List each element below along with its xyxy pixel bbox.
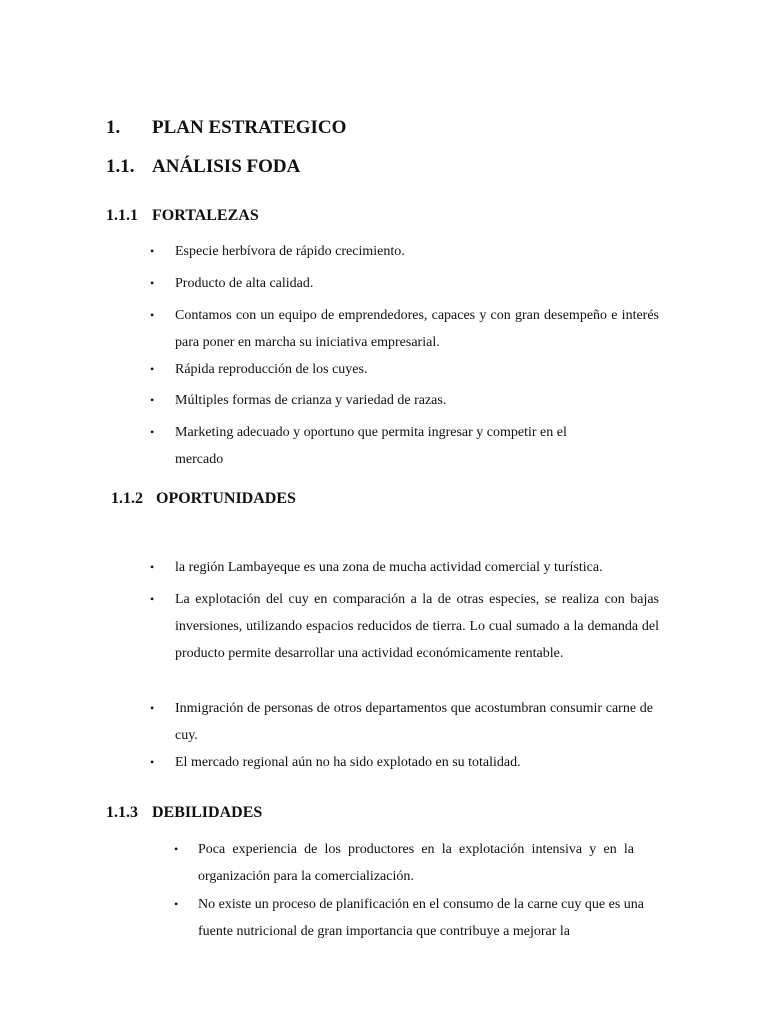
list-item: Marketing adecuado y oportuno que permita ingresar y competir en el mercado — [175, 425, 567, 467]
heading-debilidades — [106, 804, 262, 822]
heading-title: OPORTUNIDADES — [156, 490, 296, 507]
list-item: Rápida reproducción de los cuyes. — [175, 362, 368, 377]
bullet-icon: • — [150, 276, 155, 290]
list-item: Especie herbívora de rápido crecimiento. — [175, 244, 405, 259]
heading-title: PLAN ESTRATEGICO — [152, 117, 347, 138]
bullet-icon: • — [150, 244, 155, 258]
list-item: Contamos con un equipo de emprendedores, capaces y con gran desempeño e interés para poner en marcha su iniciativa empresarial. — [175, 308, 659, 350]
list-item: Producto de alta calidad. — [175, 276, 314, 291]
heading-plan-estrategico — [106, 117, 346, 139]
bullet-icon: • — [150, 592, 155, 606]
heading-number: 1.1.1 — [106, 207, 138, 224]
bullet-icon: • — [150, 362, 155, 376]
heading-number: 1.1.3 — [106, 804, 138, 821]
list-item: La explotación del cuy en comparación a la de otras especies, se realiza con bajas inversiones, utilizando espacios reducidos de tierra. Lo cual sumado a la demanda del producto permite desarrollar una actividad económicamente rentable. — [175, 592, 659, 661]
heading-title: FORTALEZAS — [152, 207, 259, 224]
heading-number: 1.1.2 — [111, 490, 143, 507]
list-item: la región Lambayeque es una zona de mucha actividad comercial y turística. — [175, 560, 603, 575]
bullet-icon: • — [150, 560, 155, 574]
list-item: Inmigración de personas de otros departamentos que acostumbran consumir carne de cuy. — [175, 701, 653, 743]
list-item: Múltiples formas de crianza y variedad de razas. — [175, 393, 447, 408]
bullet-icon: • — [150, 701, 155, 715]
heading-fortalezas — [106, 207, 259, 225]
heading-title: ANÁLISIS FODA — [152, 156, 301, 177]
heading-number: 1. — [106, 117, 121, 138]
bullet-icon: • — [150, 755, 155, 769]
heading-oportunidades — [111, 490, 296, 508]
list-item: El mercado regional aún no ha sido explotado en su totalidad. — [175, 755, 521, 770]
heading-number: 1.1. — [106, 156, 135, 177]
heading-analisis-foda — [106, 156, 300, 178]
list-item: No existe un proceso de planificación en el consumo de la carne cuy que es una fuente nutricional de gran importancia que contribuye a mejorar la — [198, 897, 644, 939]
bullet-icon: • — [174, 897, 179, 911]
bullet-icon: • — [150, 393, 155, 407]
bullet-icon: • — [150, 308, 155, 322]
heading-title: DEBILIDADES — [152, 804, 263, 821]
list-item: Poca experiencia de los productores en la explotación intensiva y en la organización para la comercialización. — [198, 842, 634, 884]
bullet-icon: • — [150, 425, 155, 439]
bullet-icon: • — [174, 842, 179, 856]
